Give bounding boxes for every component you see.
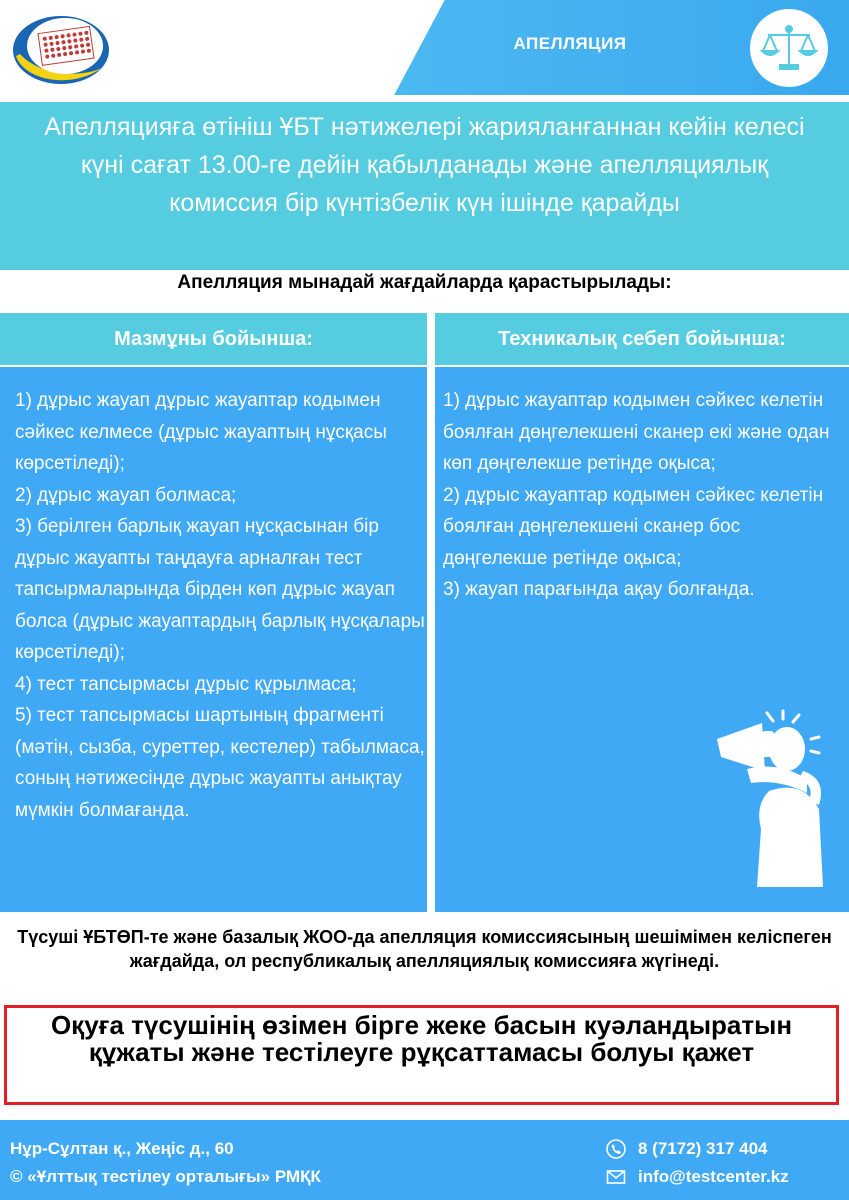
required-documents-notice xyxy=(4,1005,839,1105)
email-line xyxy=(606,1163,789,1191)
notice-text: Оқуға түсушінің өзімен бірге жеке басын куәландыратын құжаты және тестілеуге рұқсаттамасы болуы қажет xyxy=(50,1010,793,1067)
technical-column xyxy=(435,367,849,912)
footer-contacts-left xyxy=(10,1135,321,1191)
content-list xyxy=(15,385,425,826)
content-column xyxy=(0,367,427,912)
list-item: 3) жауап парағында ақау болғанда. xyxy=(443,579,755,600)
testcenter-logo-icon xyxy=(10,10,112,86)
phone-icon xyxy=(606,1139,626,1159)
content-column-title: Мазмұны бойынша: xyxy=(0,313,427,365)
intro-banner xyxy=(0,102,849,270)
technical-column-title: Техникалық себеп бойынша: xyxy=(435,313,849,365)
list-item: 2) дұрыс жауап болмаса; xyxy=(15,484,237,506)
footer-contacts-right xyxy=(606,1135,789,1191)
organization: © «Ұлттық тестілеу орталығы» РМҚК xyxy=(10,1167,321,1186)
intro-text: Апелляцияға өтініш ҰБТ нәтижелері жарияланғаннан кейін келесі күні сағат 13.00-ге дейін қабылданады және апелляциялық комиссия бір күнтізбелік күн ішінде қарайды xyxy=(44,113,805,217)
footer xyxy=(0,1120,849,1200)
cases-title: Апелляция мынадай жағдайларда қарастырылады: xyxy=(177,272,672,293)
list-item: 4) тест тапсырмасы дұрыс құрылмаса; xyxy=(15,673,357,695)
phone-number[interactable]: 8 (7172) 317 404 xyxy=(638,1139,768,1158)
header-title: АПЕЛЛЯЦИЯ xyxy=(513,34,627,53)
header xyxy=(0,0,849,95)
list-item: 3) берілген барлық жауап нұсқасынан бір дұрыс жауапты таңдауға арналған тест тапсырмаларында бірден көп дұрыс жауап болса (дұрыс жауаптардың барлық нұсқалары көрсетіледі); xyxy=(15,516,425,663)
envelope-icon xyxy=(606,1167,626,1187)
address: Нұр-Сұлтан қ., Жеңіс д., 60 xyxy=(10,1139,234,1158)
list-item: 1) дұрыс жауап дұрыс жауаптар кодымен сәйкес келмесе (дұрыс жауаптың нұсқасы көрсетіледі); xyxy=(15,390,387,474)
technical-list xyxy=(443,385,843,606)
scales-of-justice-icon xyxy=(750,9,828,87)
megaphone-person-icon xyxy=(707,709,837,889)
list-item: 5) тест тапсырмасы шартының фрагменті (мәтін, сызба, суреттер, кестелер) табылмаса, соның нәтижесінде дұрыс жауапты анықтау мүмкін болмағанда. xyxy=(15,705,425,821)
list-item: 2) дұрыс жауаптар кодымен сәйкес келетін боялған дөңгелекшені сканер бос дөңгелекше ретінде оқыса; xyxy=(443,484,824,569)
list-item: 1) дұрыс жауаптар кодымен сәйкес келетін боялған дөңгелекшені сканер екі және одан көп дөңгелекше ретінде оқыса; xyxy=(443,390,830,474)
email-link[interactable]: info@testcenter.kz xyxy=(638,1167,789,1186)
phone-line xyxy=(606,1135,789,1163)
final-note: Түсуші ҰБТӨП-те және базалық ЖОО-да апелляция комиссиясының шешімімен келіспеген жағдайда, ол республикалық апелляциялық комиссияға жүгінеді. xyxy=(17,927,832,971)
